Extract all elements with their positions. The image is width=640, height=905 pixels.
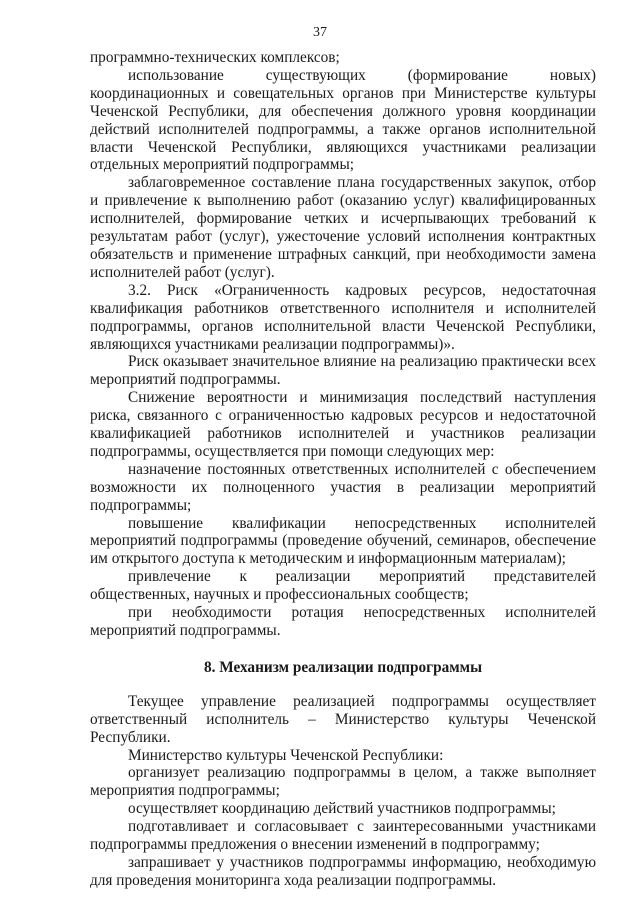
section-heading: 8. Механизм реализации подпрограммы — [203, 658, 483, 676]
paragraph: подготавливает и согласовывает с заинтересованными участниками подпрограммы предложения о внесении изменений в подпрограмму; — [90, 818, 596, 854]
paragraph: запрашивает у участников подпрограммы информацию, необходимую для проведения мониторинга хода реализации подпрограммы. — [90, 853, 596, 889]
paragraph: программно-технических комплексов; — [90, 49, 340, 66]
paragraph: Министерство культуры Чеченской Республики: — [128, 746, 444, 764]
paragraph: заблаговременное составление плана государственных закупок, отбор и привлечение к выполнению работ (оказанию услуг) квалифицированных исполнителей, формирование четких и исчерпывающих требований к результатам работ (услуг), ужесточение условий исполнения контрактных обязательств и применение штрафных санкций, при необходимости замена исполнителей работ (услуг). — [90, 174, 596, 281]
paragraph: привлечение к реализации мероприятий представителей общественных, научных и профессиональных сообществ; — [90, 568, 596, 604]
paragraph: использование существующих (формирование новых) координационных и совещательных органов при Министерстве культуры Чеченской Республики, для обеспечения должного уровня координации действий исполнителей подпрограммы, а также органов исполнительной власти Чеченской Республики, являющихся участниками реализации отдельных мероприятий подпрограммы; — [90, 66, 596, 174]
page-number: 37 — [313, 25, 327, 40]
paragraph: назначение постоянных ответственных исполнителей с обеспечением возможности их полноценного участия в реализации мероприятий подпрограммы; — [90, 460, 596, 514]
paragraph: при необходимости ротация непосредственных исполнителей мероприятий подпрограммы. — [90, 604, 596, 639]
paragraph: Текущее управление реализацией подпрограммы осуществляет ответственный исполнитель – Министерство культуры Чеченской Республики. — [90, 692, 596, 746]
paragraph: Снижение вероятности и минимизация последствий наступления риска, связанного с ограниченностью кадровых ресурсов и недостаточной квалификацией работников исполнителей и участников реализации подпрограммы, осуществляется при помощи следующих мер: — [90, 389, 596, 460]
paragraph: Риск оказывает значительное влияние на реализацию практически всех мероприятий подпрограммы. — [90, 353, 596, 389]
paragraphs-before-heading — [90, 49, 596, 640]
paragraph: 3.2. Риск «Ограниченность кадровых ресурсов, недостаточная квалификация работников ответственного исполнителя и исполнителей подпрограммы, органов исполнительной власти Чеченской Республики, являющихся участниками реализации подпрограммы)». — [90, 281, 596, 353]
paragraph: осуществляет координацию действий участников подпрограммы; — [128, 800, 556, 818]
paragraphs-after-heading — [90, 693, 596, 890]
document-body — [90, 49, 596, 890]
paragraph: организует реализацию подпрограммы в целом, а также выполняет мероприятия подпрограммы; — [90, 764, 596, 800]
paragraph: повышение квалификации непосредственных исполнителей мероприятий подпрограммы (проведение обучений, семинаров, обеспечение им открытого доступа к методическим и информационным материалам); — [90, 514, 596, 568]
